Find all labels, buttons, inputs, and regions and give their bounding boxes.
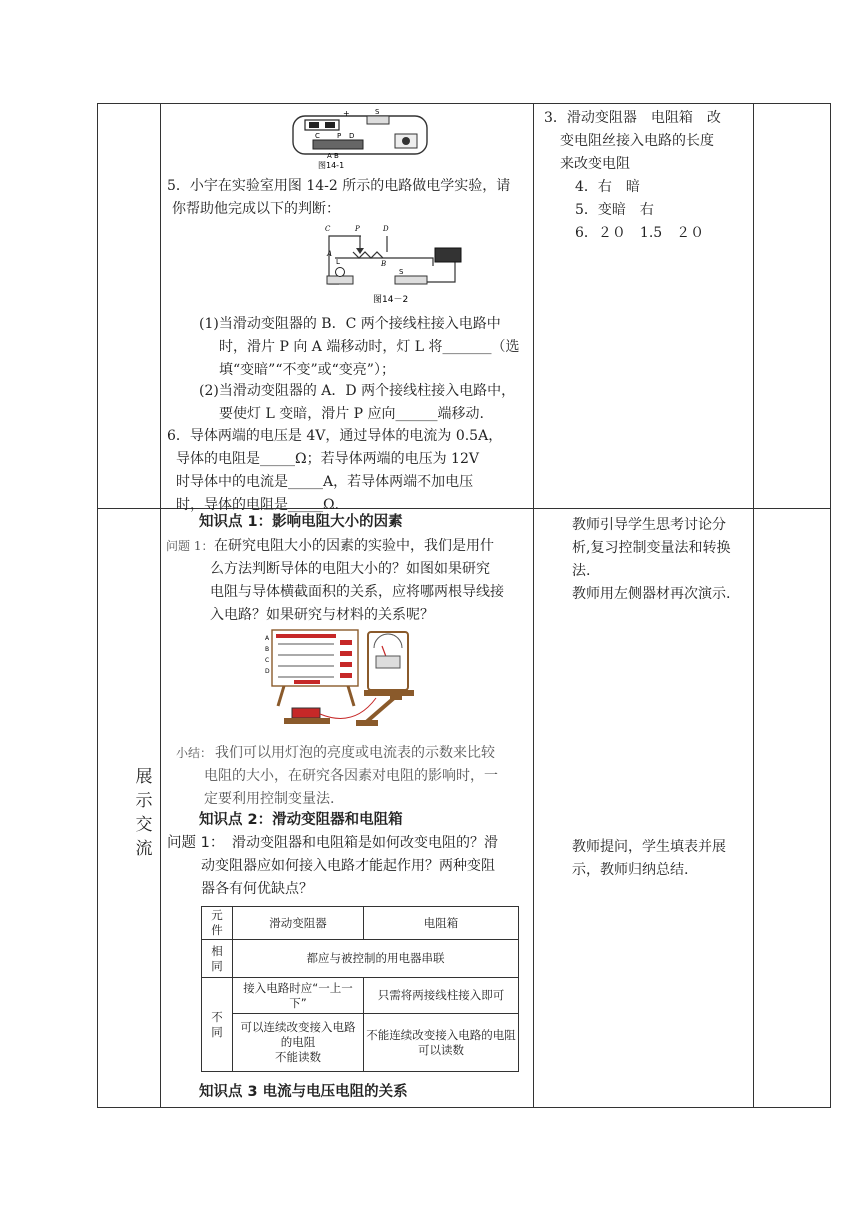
- header-resistance-box: 电阻箱: [364, 907, 519, 940]
- side-char-3: 交: [135, 815, 153, 835]
- fig2-label-s: S: [399, 268, 404, 276]
- fig1-label-plus: +: [343, 109, 350, 118]
- board-label-a: A: [265, 635, 270, 642]
- same-label-1: 相: [211, 943, 223, 958]
- diff-box-connection: 只需将两接线柱接入即可: [364, 978, 519, 1014]
- q5-2-line1: (2)当滑动变阻器的 A．D 两个接线柱接入电路中，: [199, 383, 516, 399]
- diff-box-continuity: [364, 1014, 519, 1072]
- kp1-question-line4: 入电路？如果研究与材料的关系呢？: [210, 607, 434, 623]
- kp1-question-line3: 电阻与导体横截面积的关系，应将哪两根导线接: [210, 584, 504, 600]
- resistance-experiment-image: [264, 628, 424, 734]
- header-element-2: 件: [211, 923, 223, 937]
- answer-3-line3: 来改变电阻: [560, 156, 630, 172]
- teacher-note-1-line2: 析,复习控制变量法和转换: [572, 540, 731, 556]
- kp1-question-prefix: 问题 1：: [166, 539, 214, 553]
- board-label-c: C: [265, 657, 270, 664]
- side-char-4: 流: [135, 839, 153, 859]
- fig1-label-p: P: [337, 132, 342, 140]
- kp2-question-line1: 滑动变阻器和电阻箱是如何改变电阻的？滑: [232, 835, 498, 851]
- diff-box-continuity-b: 可以读数: [418, 1042, 464, 1057]
- side-char-2: 示: [135, 791, 153, 811]
- q5-line1: 5．小宇在实验室用图 14-2 所示的电路做电学实验，请: [167, 178, 511, 194]
- teacher-note-1-line3: 法.: [572, 563, 591, 579]
- fig2-label-c: C: [325, 225, 331, 233]
- board-label-d: D: [265, 668, 270, 675]
- summary-line2: 电阻的大小，在研究各因素对电阻的影响时，一: [204, 768, 498, 784]
- teacher-note-1-line1: 教师引导学生思考讨论分: [572, 517, 726, 533]
- comparison-table: [201, 906, 519, 1072]
- kp1-title: 知识点 1：影响电阻大小的因素: [199, 514, 403, 530]
- fig2-label-a: A: [327, 250, 333, 258]
- diff-row-label: [202, 978, 233, 1072]
- answer-3-line2: 变电阻丝接入电路的长度: [560, 133, 714, 149]
- diff-rheostat-continuity: [233, 1014, 364, 1072]
- fig1-caption: 图14-1: [318, 161, 345, 170]
- answer-3-line1: 3．滑动变阻器 电阻箱 改: [544, 110, 721, 126]
- fig1-label-ab: A B: [327, 152, 339, 160]
- header-element-1: 元: [211, 908, 223, 922]
- fig2-label-b: B: [381, 260, 387, 268]
- diff-rheostat-continuity-a: 可以连续改变接入电路的电阻: [240, 1020, 356, 1049]
- header-rheostat: 滑动变阻器: [233, 907, 364, 940]
- kp2-question-line2: 动变阻器应如何接入电路才能起作用？两种变阻: [201, 858, 495, 874]
- q5-1-line1: (1)当滑动变阻器的 B．C 两个接线柱接入电路中: [199, 316, 501, 332]
- column-divider-1: [160, 104, 161, 1107]
- q5-1-line3: 填“变暗”“不变”或“变亮”）；: [219, 362, 395, 378]
- q6-line2: 导体的电阻是_____Ω；若导体两端的电压为 12V: [176, 451, 479, 467]
- q6-line4: 时，导体的电阻是_____Ω．: [176, 497, 349, 513]
- summary-line1: 我们可以用灯泡的亮度或电流表的示数来比较: [215, 745, 495, 761]
- header-element-cell: [202, 907, 233, 940]
- circuit-figure-14-2: [305, 222, 475, 306]
- q5-2-line2: 要使灯 L 变暗，滑片 P 应向______端移动.: [219, 406, 484, 422]
- summary-prefix: 小结：: [176, 746, 213, 760]
- kp2-question-line3: 器各有何优缺点？: [201, 881, 313, 897]
- teacher-note-1-line4: 教师用左侧器材再次演示.: [572, 586, 731, 602]
- fig1-label-d: D: [349, 132, 355, 140]
- fig2-label-d: D: [383, 225, 389, 233]
- diff-rheostat-continuity-b: 不能读数: [275, 1050, 321, 1064]
- side-char-1: 展: [135, 767, 153, 787]
- kp3-title: 知识点 3 电流与电压电阻的关系: [199, 1084, 408, 1100]
- answer-4: 4．右 暗: [575, 179, 640, 195]
- fig2-caption: 图14－2: [373, 295, 409, 305]
- q6-line3: 时导体中的电流是_____A，若导体两端不加电压: [176, 474, 474, 490]
- q5-1-line2: 时，滑片 P 向 A 端移动时，灯 L 将_______（选: [219, 339, 520, 355]
- q5-line2: 你帮助他完成以下的判断：: [172, 201, 340, 217]
- board-label-b: B: [265, 646, 270, 653]
- diff-rheostat-connection: 接入电路时应“一上一下”: [233, 978, 364, 1014]
- answer-5: 5．变暗 右: [575, 202, 654, 218]
- fig1-label-s: S: [375, 108, 380, 116]
- same-row-text: 都应与被控制的用电器串联: [233, 940, 519, 978]
- teacher-note-2-line1: 教师提问，学生填表并展: [572, 839, 726, 855]
- answer-6: 6．２０ 1.5 ２０: [575, 225, 705, 241]
- fig2-label-p: P: [355, 225, 360, 233]
- kp1-question-line2: 么方法判断导体的电阻大小的？如图如果研究: [210, 561, 490, 577]
- same-label-2: 同: [211, 958, 223, 973]
- column-divider-2: [533, 104, 534, 1107]
- q6-line1: 6．导体两端的电压是 4V，通过导体的电流为 0.5A，: [167, 428, 503, 444]
- circuit-figure-14-1: [285, 106, 435, 172]
- kp2-question-prefix: 问题 1：: [167, 835, 225, 851]
- fig1-label-c: C: [315, 132, 320, 140]
- diff-box-continuity-a: 不能连续改变接入电路的电阻: [366, 1027, 516, 1042]
- kp1-question-line1: 在研究电阻大小的因素的实验中，我们是用什: [214, 538, 494, 554]
- column-divider-3: [753, 104, 754, 1107]
- same-row-label: [202, 940, 233, 978]
- summary-line3: 定要利用控制变量法.: [204, 791, 335, 807]
- kp2-title: 知识点 2：滑动变阻器和电阻箱: [199, 812, 403, 828]
- diff-label-2: 同: [211, 1024, 223, 1039]
- teacher-note-2-line2: 示，教师归纳总结.: [572, 862, 689, 878]
- diff-label-1: 不: [211, 1009, 223, 1024]
- fig2-label-l: L: [336, 258, 340, 266]
